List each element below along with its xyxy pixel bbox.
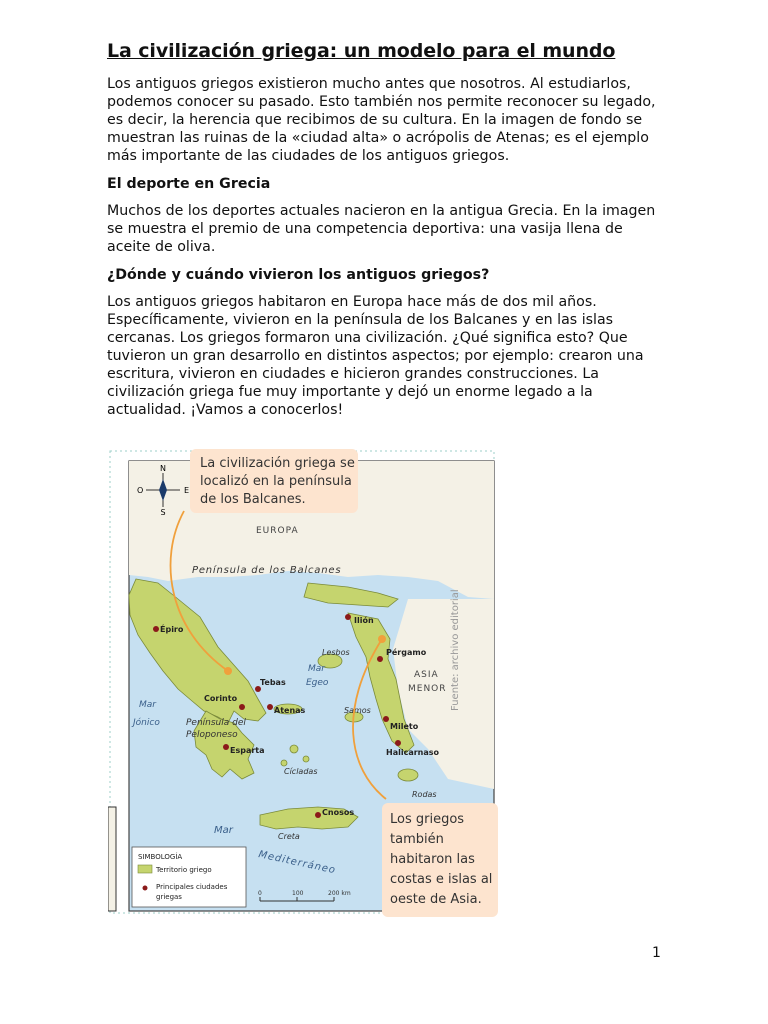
left-partial-frame xyxy=(108,807,116,911)
callout-top-line-1: La civilización griega se xyxy=(200,456,355,471)
city-dot-epiro xyxy=(153,626,159,632)
legend-cities-1: Principales ciudades xyxy=(156,883,228,891)
document-title: La civilización griega: un modelo para el mundo xyxy=(107,40,616,62)
label-ilion: Ilión xyxy=(354,616,374,625)
label-balcanes: Península de los Balcanes xyxy=(192,565,342,576)
deporte-paragraph: Muchos de los deportes actuales nacieron en la antigua Grecia. En la imagen se muestra el premio de una competencia deportiva: una vasija llena de aceite de oliva. xyxy=(107,203,656,255)
scale-100: 100 xyxy=(292,890,304,897)
callout-bottom-line-1: Los griegos xyxy=(390,812,465,827)
legend-title: SIMBOLOGÍA xyxy=(138,853,183,861)
callout-bottom-line-2: también xyxy=(390,832,444,847)
city-dot-ilion xyxy=(345,614,351,620)
island-cicladas-3 xyxy=(281,760,287,766)
page-number: 1 xyxy=(652,945,661,961)
city-dot-halicarnaso xyxy=(395,740,401,746)
arrow-balcanes-end xyxy=(224,667,232,675)
label-mar-egeo-2: Egeo xyxy=(306,678,329,688)
greece-map xyxy=(108,449,500,917)
label-rodas: Rodas xyxy=(412,790,437,799)
donde-paragraph: Los antiguos griegos habitaron en Europa hace más de dos mil años. Específicamente, vivieron en la península de los Balcanes y en las islas cercanas. Los griegos formaron una civilización. ¿Qué significa esto? Que tuvieron un gran desarrollo en distintos aspectos; por ejemplo: crearon una escritura, vivieron en ciudades e hicieron grandes construcciones. La civilización griega fue muy importante y dejó un enorme legado a la actualidad. ¡Vamos a conocerlos! xyxy=(107,294,644,418)
greece-map-figure xyxy=(108,449,500,917)
city-dot-mileto xyxy=(383,716,389,722)
label-mediterraneo-1: Mar xyxy=(214,825,233,836)
label-halicarnaso: Halicarnaso xyxy=(386,748,440,757)
label-asia: ASIA xyxy=(414,670,439,680)
label-menor: MENOR xyxy=(408,684,447,694)
island-rodas xyxy=(398,769,418,781)
label-mileto: Mileto xyxy=(390,722,419,731)
section-heading-donde: ¿Dónde y cuándo vivieron los antiguos griegos? xyxy=(107,267,490,283)
island-cicladas-2 xyxy=(303,756,309,762)
city-dot-pergamo xyxy=(377,656,383,662)
label-esparta: Esparta xyxy=(230,746,265,755)
label-peloponeso-1: Península del xyxy=(186,718,246,728)
label-atenas: Atenas xyxy=(274,706,306,715)
scale-0: 0 xyxy=(258,890,262,897)
city-dot-atenas xyxy=(267,704,273,710)
label-cnosos: Cnosos xyxy=(322,808,355,817)
label-mar-jonico-1: Mar xyxy=(139,700,156,710)
legend-city-dot xyxy=(143,886,148,891)
compass-s: S xyxy=(160,508,166,517)
scale-200: 200 km xyxy=(328,890,351,897)
intro-paragraph: Los antiguos griegos existieron mucho antes que nosotros. Al estudiarlos, podemos conocer su pasado. Esto también nos permite reconocer su legado, es decir, la herencia que recibimos de su cultura. En la imagen de fondo se muestran las ruinas de la «ciudad alta» o acrópolis de Atenas; es el ejemplo más importante de las ciudades de los antiguos griegos. xyxy=(107,76,656,164)
legend-territory: Territorio griego xyxy=(156,866,212,874)
label-mar-jonico-2: Jónico xyxy=(133,718,160,728)
callout-bottom-line-5: oeste de Asia. xyxy=(390,892,482,907)
label-pergamo: Pérgamo xyxy=(386,648,427,657)
city-dot-cnosos xyxy=(315,812,321,818)
label-epiro: Épiro xyxy=(160,625,184,634)
city-dot-esparta xyxy=(223,744,229,750)
label-europa: EUROPA xyxy=(256,526,299,536)
legend-cities-2: griegas xyxy=(156,893,182,901)
callout-top-line-2: localizó en la península xyxy=(200,474,352,489)
compass-e: E xyxy=(184,486,190,495)
map-legend xyxy=(132,847,246,907)
section-heading-deporte: El deporte en Grecia xyxy=(107,176,271,192)
label-cicladas: Cícladas xyxy=(284,767,318,776)
callout-bottom-line-3: habitaron las xyxy=(390,852,475,867)
label-lesbos: Lesbos xyxy=(322,648,350,657)
callout-top-line-3: de los Balcanes. xyxy=(200,492,306,507)
legend-territory-swatch xyxy=(138,865,152,873)
label-creta: Creta xyxy=(278,832,300,841)
compass-o: O xyxy=(137,486,144,495)
label-peloponeso-2: Peloponeso xyxy=(186,730,238,740)
map-source: Fuente: archivo editorial xyxy=(450,589,461,711)
island-cicladas-1 xyxy=(290,745,298,753)
document-page xyxy=(107,40,667,430)
city-dot-corinto xyxy=(239,704,245,710)
compass-n: N xyxy=(160,464,166,473)
arrow-asia-end xyxy=(378,635,386,643)
label-samos: Samos xyxy=(344,706,371,715)
label-tebas: Tebas xyxy=(260,678,286,687)
label-mar-egeo-1: Mar xyxy=(308,664,325,674)
callout-bottom-line-4: costas e islas al xyxy=(390,872,493,887)
label-corinto: Corinto xyxy=(204,694,238,703)
label-mediterraneo-2: Mediterráneo xyxy=(257,849,337,877)
